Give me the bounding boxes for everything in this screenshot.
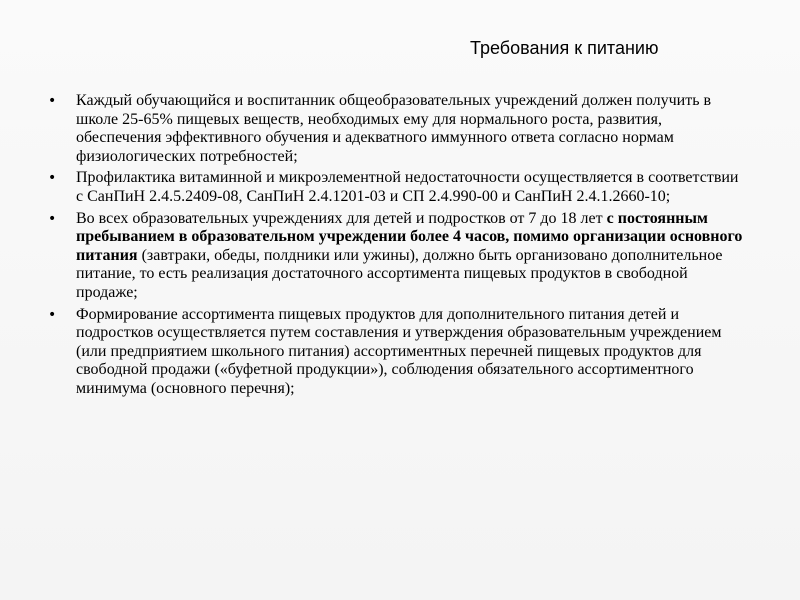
bullet-text-bold: с постоянным пребыванием в образовательном учреждении более 4 часов, помимо организации основного питания — [76, 209, 743, 264]
bullet-icon: • — [48, 210, 57, 227]
bullet-text-start: Во всех образовательных учреждениях для детей и подростков от 7 до 18 лет — [76, 209, 607, 227]
bullet-item — [48, 306, 748, 399]
bullet-item — [48, 210, 748, 303]
bullet-text: Формирование ассортимента пищевых продуктов для дополнительного питания детей и подростков осуществляется путем составления и утверждения образовательным учреждением (или предприятием школьного питания) ассортиментных перечней пищевых продуктов для свободной продажи («буфетной продукции»), соблюдения обязательного ассортиментного минимума (основного перечня); — [76, 305, 722, 397]
bullet-item — [48, 92, 748, 166]
bullet-text: Каждый обучающийся и воспитанник общеобразовательных учреждений должен получить в школе 25-65% пищевых веществ, необходимых ему для нормального роста, развития, обеспечения эффективного обучения и адекватного иммунного ответа согласно нормам физиологических потребностей; — [76, 92, 712, 165]
bullet-icon: • — [48, 93, 57, 109]
bullet-item — [48, 169, 748, 206]
bullet-icon: • — [48, 170, 57, 187]
bullet-icon: • — [48, 306, 57, 323]
bullet-text: Профилактика витаминной и микроэлементной недостаточности осуществляется в соответствии с СанПиН 2.4.5.2409-08, СанПиН 2.4.1201-03 и СП 2.4.990-00 и СанПиН 2.4.1.2660-10; — [76, 169, 739, 205]
bullet-text-end: (завтраки, обеды, полдники или ужины), должно быть организовано дополнительное питание, то есть реализация достаточного ассортимента пищевых продуктов в свободной продаже; — [76, 246, 723, 301]
bullet-list — [48, 92, 748, 402]
slide-title: Требования к питанию — [470, 38, 659, 58]
